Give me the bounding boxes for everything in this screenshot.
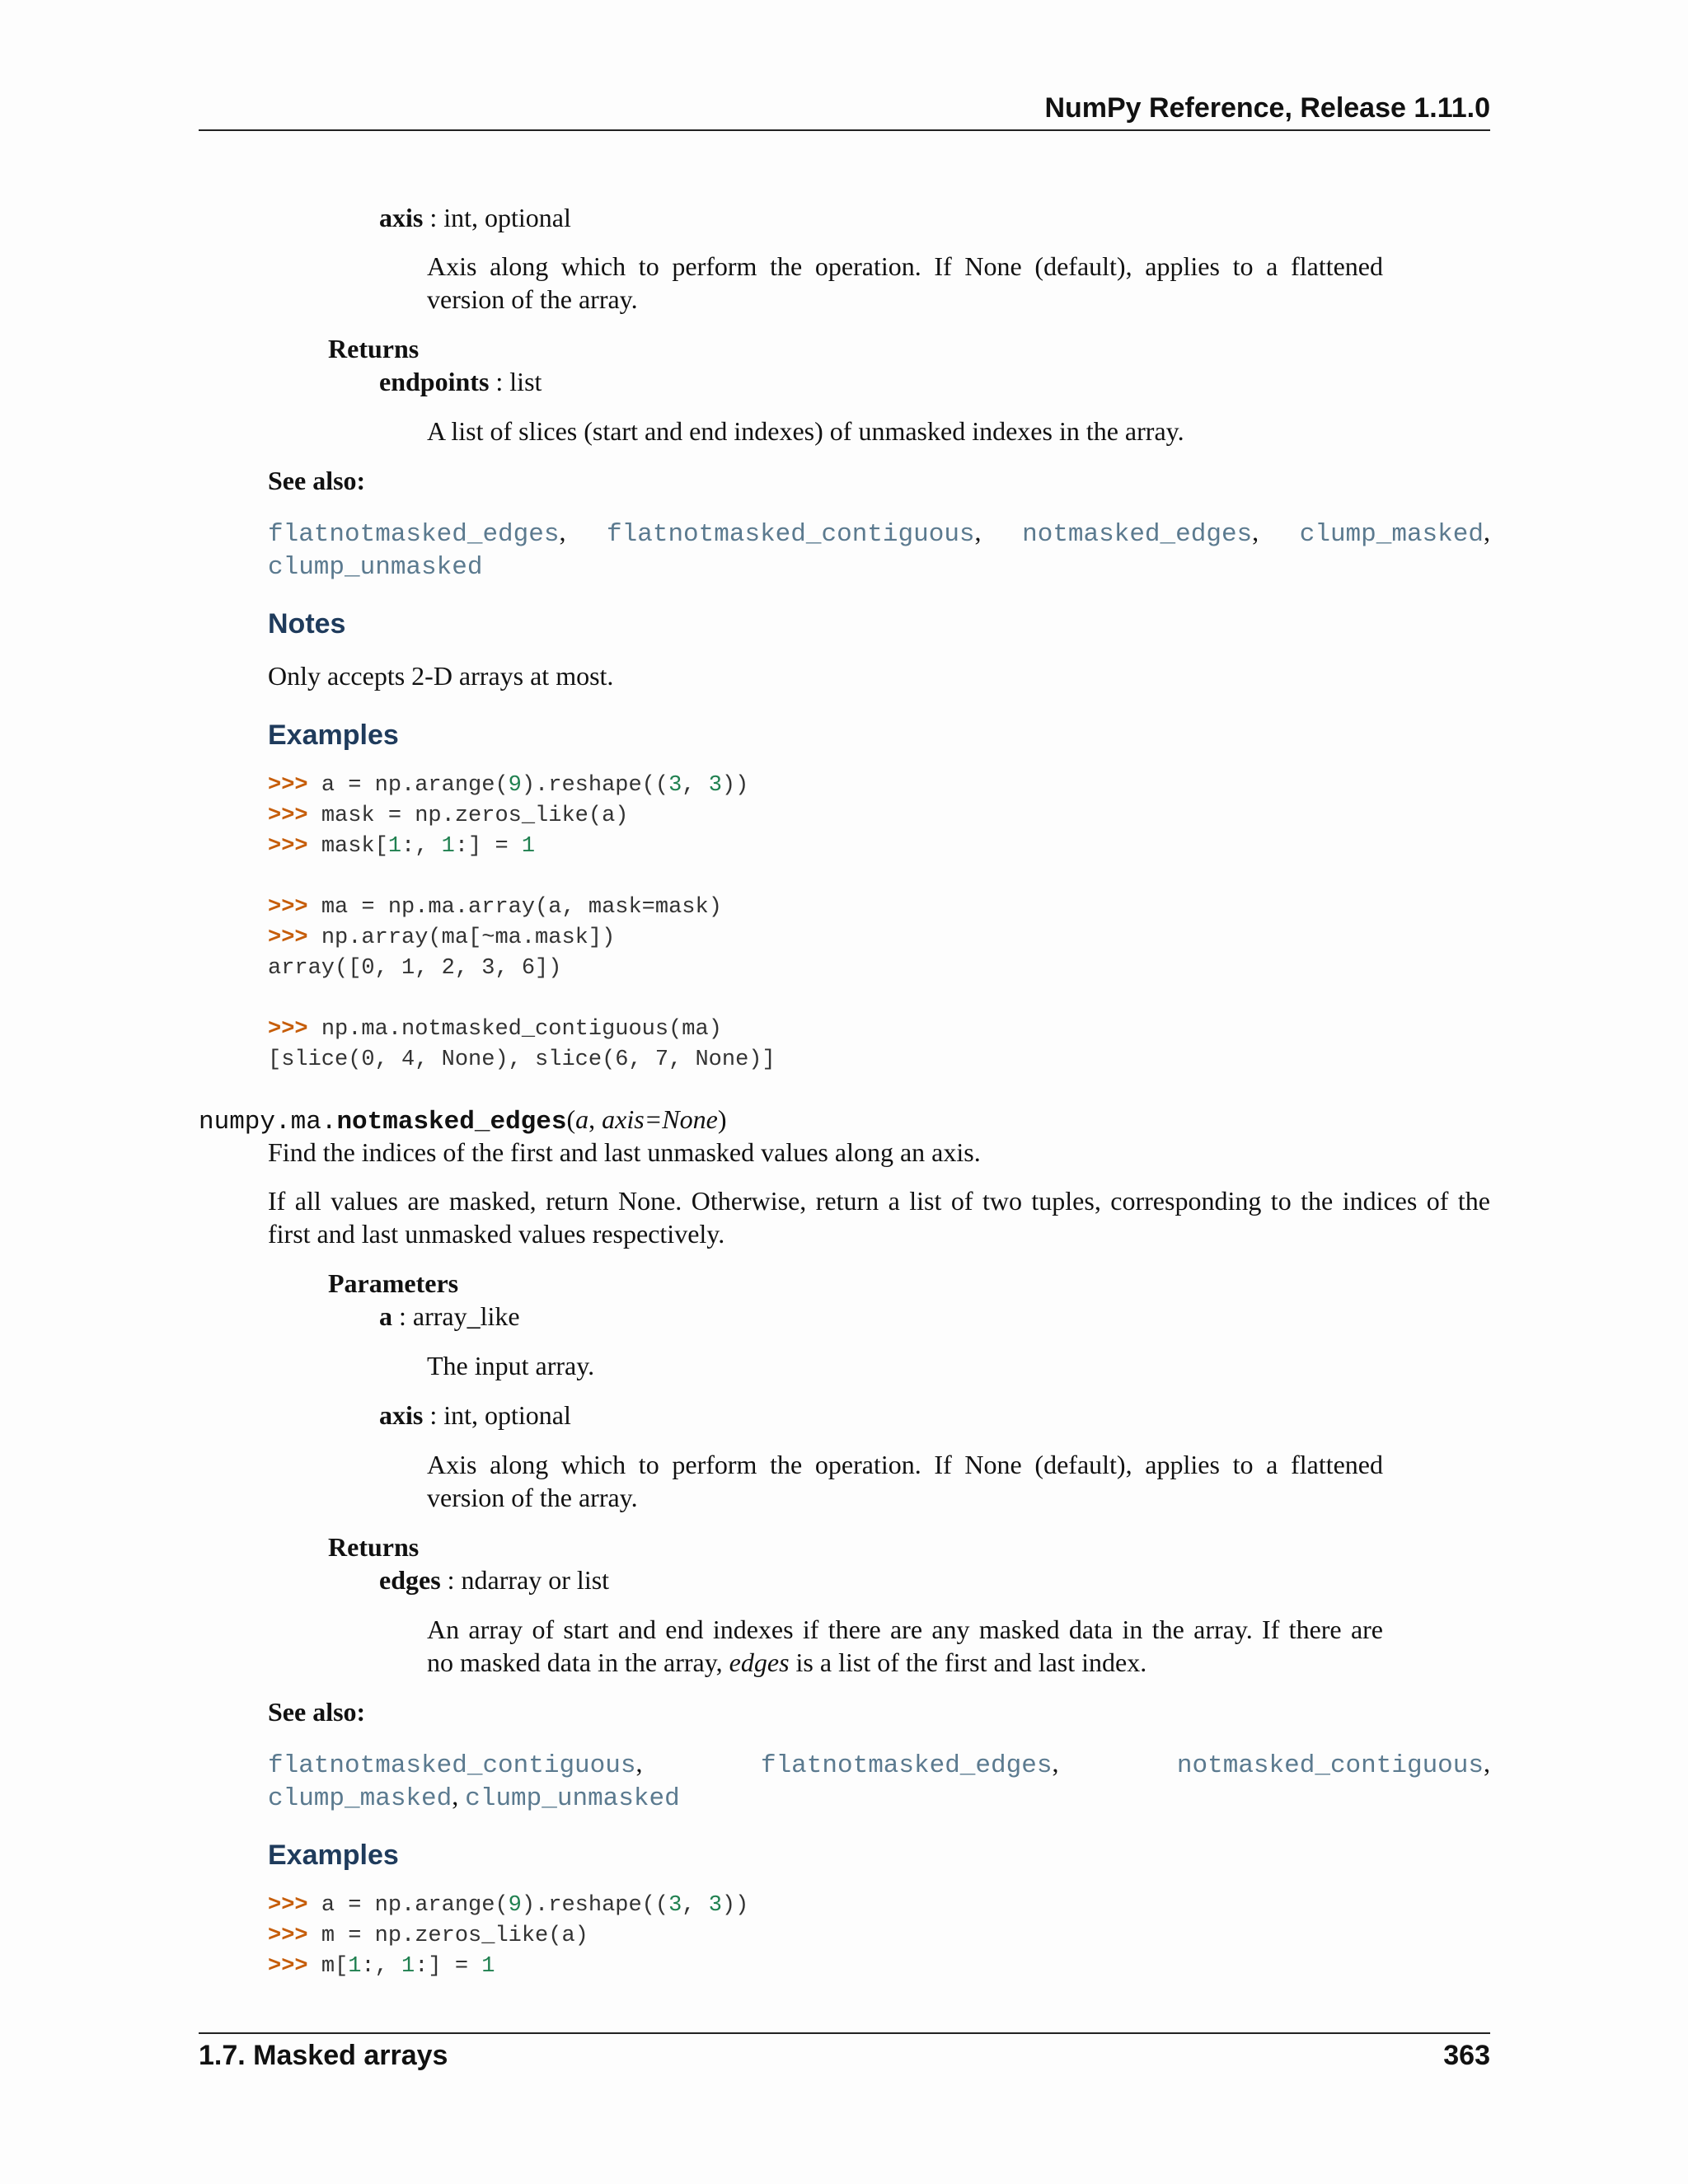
function-signature: numpy.ma.notmasked_edges(a, axis=None)	[199, 1104, 727, 1137]
param-name: axis	[379, 203, 424, 232]
return-edges	[379, 1563, 609, 1596]
sig-arg: axis=None	[602, 1104, 718, 1134]
see-also-links-line1: flatnotmasked_edges, flatnotmasked_contiguous, notmasked_edges, clump_masked,	[268, 517, 1490, 549]
see-also-links-line2	[268, 548, 482, 584]
parameters-label: Parameters	[328, 1268, 459, 1298]
param-desc-line: Axis along which to perform the operation. If None (default), applies to a flattened	[427, 1450, 1383, 1479]
code-prompt: >>>	[268, 804, 308, 828]
param-axis	[379, 201, 571, 234]
code-prompt: >>>	[268, 1924, 308, 1948]
return-desc: A list of slices (start and end indexes) of unmasked indexes in the array.	[427, 416, 1184, 446]
code-line: >>> a = np.arange(9).reshape((3, 3))	[268, 773, 749, 798]
link-flatnotmasked-edges[interactable]: flatnotmasked_edges	[268, 520, 560, 549]
param-desc: The input array.	[427, 1351, 595, 1380]
code-prompt: >>>	[268, 926, 308, 950]
examples-heading: Examples	[268, 719, 399, 751]
code-line: >>> mask[1:, 1:] = 1	[268, 834, 536, 859]
return-type: : list	[489, 367, 542, 396]
see-also-label: See also:	[268, 1697, 366, 1727]
code-line: >>> a = np.arange(9).reshape((3, 3))	[268, 1893, 749, 1918]
param-type: : int, optional	[423, 203, 571, 232]
code-line: >>> m[1:, 1:] = 1	[268, 1954, 495, 1979]
code-prompt: >>>	[268, 1954, 308, 1979]
link-notmasked-contiguous[interactable]: notmasked_contiguous	[1176, 1751, 1484, 1780]
running-header: NumPy Reference, Release 1.11.0	[1044, 92, 1490, 124]
param-desc-line: version of the array.	[427, 284, 638, 314]
link-clump-masked[interactable]: clump_masked	[1299, 520, 1484, 549]
param-type: : int, optional	[423, 1400, 571, 1430]
link-clump-unmasked[interactable]: clump_unmasked	[268, 553, 483, 582]
param-name: axis	[379, 1400, 424, 1430]
notes-heading: Notes	[268, 608, 346, 640]
link-flatnotmasked-contiguous[interactable]: flatnotmasked_contiguous	[268, 1751, 636, 1780]
return-name: endpoints	[379, 367, 490, 396]
link-clump-masked[interactable]: clump_masked	[268, 1784, 452, 1813]
returns-label: Returns	[328, 334, 420, 363]
param-name: a	[379, 1301, 392, 1331]
code-line: >>> m = np.zeros_like(a)	[268, 1924, 588, 1948]
footer-section: 1.7. Masked arrays	[199, 2040, 448, 2071]
code-prompt: >>>	[268, 834, 308, 859]
sig-module: numpy.ma.	[199, 1108, 337, 1137]
notes-text: Only accepts 2-D arrays at most.	[268, 661, 614, 691]
sig-arg: a	[575, 1104, 589, 1134]
link-flatnotmasked-edges[interactable]: flatnotmasked_edges	[760, 1751, 1053, 1780]
header-rule	[199, 129, 1490, 131]
code-line: >>> ma = np.ma.array(a, mask=mask)	[268, 895, 722, 920]
code-line: >>> np.array(ma[~ma.mask])	[268, 926, 616, 950]
code-output: array([0, 1, 2, 3, 6])	[268, 956, 562, 981]
examples-heading: Examples	[268, 1840, 399, 1871]
param-axis	[379, 1399, 571, 1432]
emphasis: edges	[729, 1647, 790, 1677]
code-prompt: >>>	[268, 895, 308, 920]
code-output: [slice(0, 4, None), slice(6, 7, None)]	[268, 1047, 776, 1072]
link-notmasked-edges[interactable]: notmasked_edges	[1022, 520, 1253, 549]
footer-rule	[199, 2032, 1490, 2034]
code-prompt: >>>	[268, 773, 308, 798]
return-desc-line: An array of start and end indexes if there are any masked data in the array. If there are	[427, 1615, 1383, 1644]
return-endpoints	[379, 365, 542, 398]
see-also-links-line2: clump_masked, clump_unmasked	[268, 1781, 680, 1813]
link-flatnotmasked-contiguous[interactable]: flatnotmasked_contiguous	[607, 520, 975, 549]
see-also-label: See also:	[268, 466, 366, 495]
param-desc-line: version of the array.	[427, 1483, 638, 1512]
return-type: : ndarray or list	[440, 1565, 610, 1595]
page-number: 363	[1443, 2040, 1490, 2071]
code-line: >>> mask = np.zeros_like(a)	[268, 804, 629, 828]
function-desc-line: If all values are masked, return None. Otherwise, return a list of two tuples, corresponding to the indices of the	[268, 1186, 1490, 1216]
return-desc-line: no masked data in the array, edges is a list of the first and last index.	[427, 1647, 1147, 1677]
code-line: >>> np.ma.notmasked_contiguous(ma)	[268, 1017, 722, 1042]
return-name: edges	[379, 1565, 441, 1595]
code-prompt: >>>	[268, 1017, 308, 1042]
function-summary: Find the indices of the first and last unmasked values along an axis.	[268, 1137, 981, 1167]
see-also-links-line1: flatnotmasked_contiguous, flatnotmasked_edges, notmasked_contiguous,	[268, 1748, 1490, 1780]
param-type: : array_like	[392, 1301, 520, 1331]
function-desc-line: first and last unmasked values respectively.	[268, 1219, 725, 1249]
sig-function-name: notmasked_edges	[336, 1108, 567, 1137]
returns-label: Returns	[328, 1532, 420, 1562]
link-clump-unmasked[interactable]: clump_unmasked	[465, 1784, 680, 1813]
param-desc-line: Axis along which to perform the operation. If None (default), applies to a flattened	[427, 251, 1383, 281]
param-a	[379, 1300, 520, 1333]
code-prompt: >>>	[268, 1893, 308, 1918]
